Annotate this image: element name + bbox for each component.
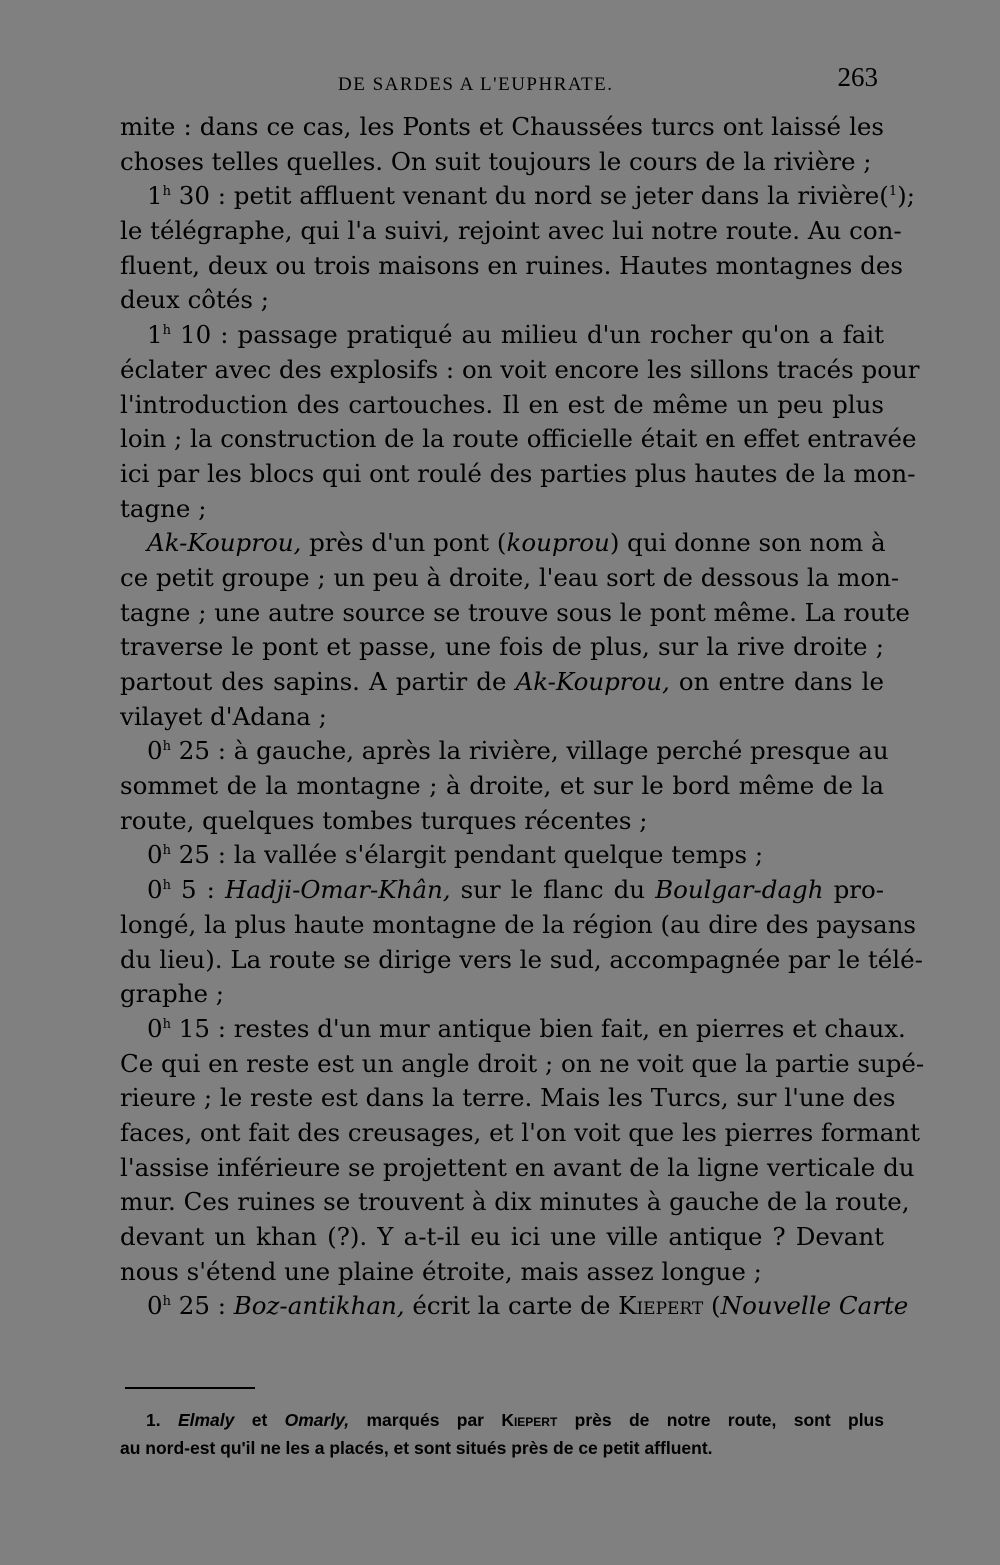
text-line bbox=[120, 1151, 915, 1186]
text-run: longé, la plus haute montagne de la région (au dire des paysans bbox=[120, 909, 916, 939]
text-run: 25 : à gauche, après la rivière, village perché presque au bbox=[170, 736, 889, 766]
text-run: h bbox=[162, 739, 171, 755]
text-line bbox=[120, 214, 902, 249]
text-run: faces, ont fait des creusages, et l'on voit que les pierres formant bbox=[120, 1117, 920, 1147]
text-line bbox=[120, 145, 884, 180]
text-run: éclater avec des explosifs : on voit encore les sillons tracés pour bbox=[120, 354, 920, 384]
text-line bbox=[120, 1012, 906, 1047]
footnotes bbox=[120, 1406, 884, 1462]
text-run: choses telles quelles. On suit toujours le cours de la rivière ; bbox=[120, 146, 872, 176]
text-line bbox=[120, 1081, 896, 1116]
text-run: Boz-antikhan, bbox=[233, 1291, 405, 1321]
text-run: Kiepert bbox=[618, 1291, 704, 1321]
text-run: et bbox=[234, 1410, 285, 1430]
text-line bbox=[120, 283, 884, 318]
text-run: 10 : passage pratiqué au milieu d'un rocher qu'on a fait bbox=[170, 320, 884, 350]
text-line bbox=[120, 943, 923, 978]
text-run: ); bbox=[897, 181, 915, 211]
text-run: près d'un pont ( bbox=[301, 528, 507, 558]
text-run: h bbox=[162, 877, 171, 893]
text-line bbox=[120, 492, 884, 527]
text-run: kouprou bbox=[506, 528, 610, 558]
text-line bbox=[120, 1116, 920, 1151]
text-run: Ak-Kouprou, bbox=[147, 528, 302, 558]
text-line bbox=[120, 873, 884, 908]
text-line bbox=[120, 665, 884, 700]
text-run: tagne ; bbox=[120, 493, 207, 523]
footnote-line bbox=[120, 1406, 884, 1434]
text-run: sommet de la montagne ; à droite, et sur le bord même de la bbox=[120, 771, 884, 801]
text-line bbox=[120, 249, 903, 284]
text-line bbox=[120, 1289, 909, 1324]
text-run: 25 : bbox=[170, 1291, 234, 1321]
body-text bbox=[120, 110, 925, 1324]
text-run: 0 bbox=[147, 875, 163, 905]
text-run: 1 bbox=[888, 184, 898, 200]
text-run: Ce qui en reste est un angle droit ; on ne voit que la partie supé- bbox=[120, 1048, 925, 1078]
text-line bbox=[120, 457, 916, 492]
text-run: tagne ; une autre source se trouve sous le pont même. La route bbox=[120, 597, 910, 627]
text-run: fluent, deux ou trois maisons en ruines. Hautes montagnes des bbox=[120, 250, 903, 280]
footnote-line bbox=[120, 1434, 884, 1462]
text-line bbox=[120, 110, 884, 145]
text-run: Ak-Kouprou, bbox=[515, 667, 670, 696]
text-line bbox=[120, 318, 884, 353]
text-line bbox=[120, 179, 915, 214]
text-run: traverse le pont et passe, une fois de plus, sur la rive droite ; bbox=[120, 632, 884, 662]
text-run: 5 : bbox=[170, 875, 225, 905]
text-run: graphe ; bbox=[120, 979, 225, 1009]
text-line bbox=[120, 977, 884, 1012]
text-run: nous s'étend une plaine étroite, mais assez longue ; bbox=[120, 1256, 762, 1286]
text-line bbox=[120, 561, 900, 596]
text-line bbox=[120, 1220, 884, 1255]
text-run: Elmaly bbox=[177, 1410, 235, 1430]
text-run: Omarly, bbox=[284, 1410, 350, 1430]
running-title: DE SARDES A L'EUPHRATE. bbox=[338, 74, 614, 95]
text-line bbox=[120, 422, 917, 457]
text-run: loin ; la construction de la route officielle était en effet entravée bbox=[120, 424, 917, 454]
text-line bbox=[120, 630, 884, 665]
text-line bbox=[120, 804, 884, 839]
text-run: devant un khan (?). Y a-t-il eu ici une ville antique ? Devant bbox=[120, 1222, 884, 1251]
text-run: 0 bbox=[147, 840, 163, 870]
text-run: près de notre route, sont plus bbox=[557, 1410, 884, 1430]
text-run: ici par les blocs qui ont roulé des parties plus hautes de la mon- bbox=[120, 458, 916, 488]
text-line bbox=[120, 526, 884, 561]
text-line bbox=[120, 353, 920, 388]
footnote-rule bbox=[125, 1387, 255, 1389]
text-run: 1. bbox=[146, 1410, 178, 1430]
text-run: ce petit groupe ; un peu à droite, l'eau sort de dessous la mon- bbox=[120, 562, 900, 592]
text-run: 15 : restes d'un mur antique bien fait, en pierres et chaux. bbox=[170, 1013, 906, 1043]
text-run: on entre dans le bbox=[669, 667, 884, 696]
text-run: écrit la carte de bbox=[404, 1291, 619, 1321]
page-number: 263 bbox=[837, 62, 878, 92]
text-line bbox=[120, 1185, 910, 1220]
text-run: au nord-est qu'il ne les a placés, et sont situés près de ce petit affluent. bbox=[120, 1438, 713, 1458]
text-run: l'introduction des cartouches. Il en est de même un peu plus bbox=[120, 389, 884, 419]
text-run: l'assise inférieure se projettent en avant de la ligne verticale du bbox=[120, 1152, 915, 1182]
text-run: h bbox=[162, 322, 171, 338]
running-head bbox=[120, 62, 880, 102]
text-run: mur. Ces ruines se trouvent à dix minutes à gauche de la route, bbox=[120, 1187, 910, 1217]
text-run: 0 bbox=[147, 736, 163, 766]
text-run: ( bbox=[703, 1291, 721, 1321]
text-line bbox=[120, 700, 884, 735]
text-run: h bbox=[162, 1016, 171, 1032]
text-run: 0 bbox=[147, 1013, 163, 1043]
text-run: 25 : la vallée s'élargit pendant quelque temps ; bbox=[170, 840, 764, 870]
text-line bbox=[120, 1047, 925, 1082]
text-run: deux côtés ; bbox=[120, 285, 269, 315]
text-line bbox=[120, 838, 884, 873]
text-run: marqués par bbox=[349, 1410, 502, 1430]
text-run: route, quelques tombes turques récentes ; bbox=[120, 805, 648, 835]
text-run: h bbox=[162, 843, 171, 859]
text-run: 0 bbox=[147, 1291, 163, 1321]
text-run: le télégraphe, qui l'a suivi, rejoint avec lui notre route. Au con- bbox=[120, 216, 902, 246]
text-run: Hadji-Omar-Khân, bbox=[224, 875, 451, 905]
text-run: 1 bbox=[147, 320, 163, 350]
text-run: 30 : petit affluent venant du nord se jeter dans la rivière( bbox=[170, 181, 889, 211]
text-run: h bbox=[162, 1294, 171, 1310]
text-run: partout des sapins. A partir de bbox=[120, 667, 516, 696]
text-line bbox=[120, 388, 884, 423]
text-line bbox=[120, 734, 889, 769]
text-run: mite : dans ce cas, les Ponts et Chaussées turcs ont laissé les bbox=[120, 112, 884, 141]
text-run: vilayet d'Adana ; bbox=[120, 701, 327, 731]
text-run: rieure ; le reste est dans la terre. Mais les Turcs, sur l'une des bbox=[120, 1083, 896, 1113]
text-run: ) qui donne son nom à bbox=[609, 528, 886, 558]
text-run: Nouvelle Carte bbox=[720, 1291, 909, 1321]
text-run: du lieu). La route se dirige vers le sud, accompagnée par le télé- bbox=[120, 944, 923, 974]
text-line bbox=[120, 1255, 884, 1290]
text-run: Boulgar-dagh bbox=[655, 875, 824, 905]
text-line bbox=[120, 769, 884, 804]
text-run: 1 bbox=[147, 181, 163, 211]
text-line bbox=[120, 908, 916, 943]
text-run: Kiepert bbox=[501, 1410, 558, 1430]
text-line bbox=[120, 596, 910, 631]
text-run: h bbox=[162, 184, 171, 200]
text-run: pro- bbox=[823, 875, 884, 905]
text-run: sur le flanc du bbox=[450, 875, 656, 905]
